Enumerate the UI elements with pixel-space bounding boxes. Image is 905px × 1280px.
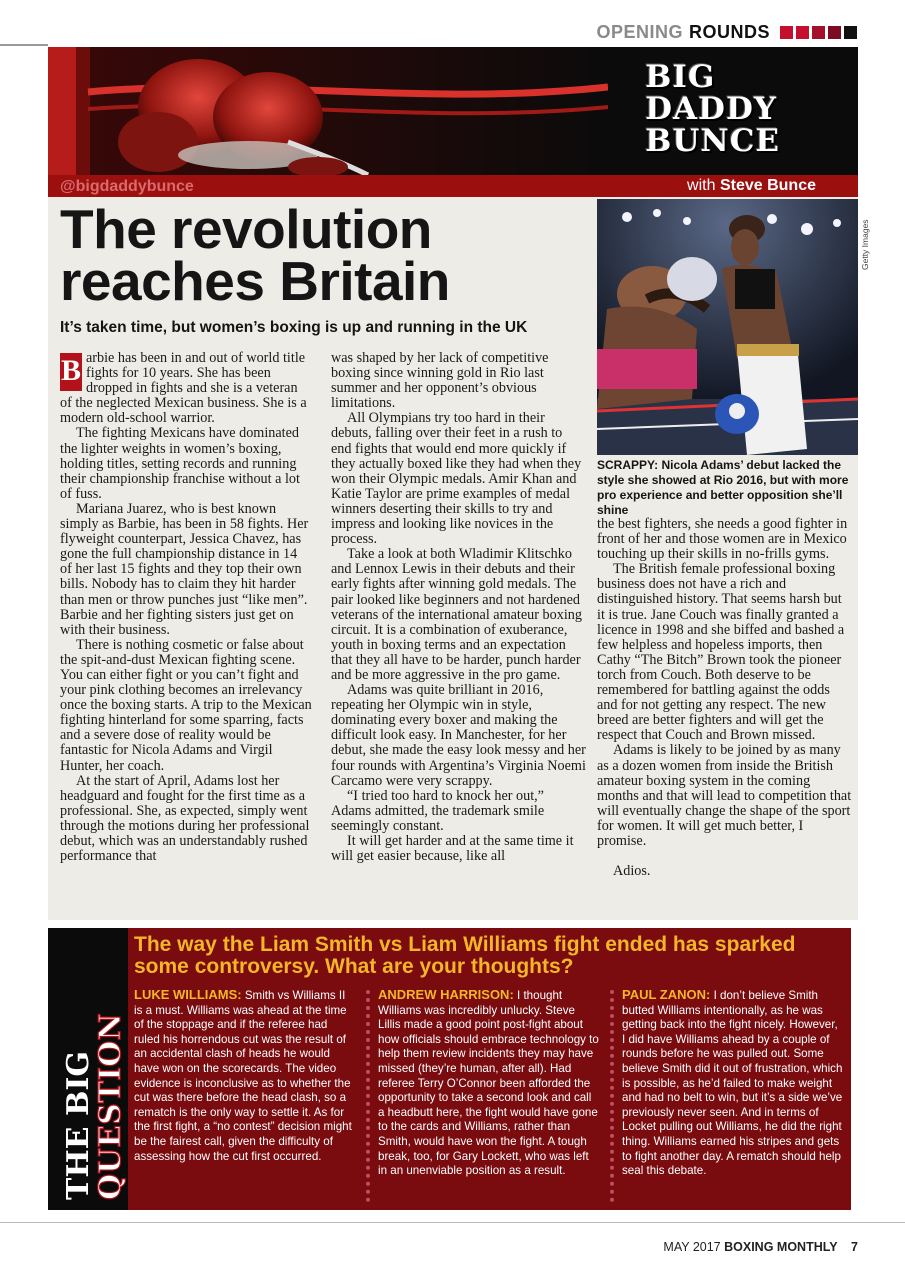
big-question-line-1: THE BIG	[61, 1051, 96, 1200]
paragraph	[60, 351, 312, 426]
big-question-line-2: QUESTION	[93, 1013, 128, 1200]
author-name: Steve Bunce	[719, 177, 816, 194]
photo-caption: SCRAPPY: Nicola Adams’ debut lacked the style she showed at Rio 2016, but with more pro experience and better opposition she’ll shine	[597, 458, 849, 517]
column-title-line-2: DADDY	[645, 91, 777, 127]
paragraph: the best fighters, she needs a good fighter in front of her and those women are in Mexico touching up their skills in no-frills gyms.	[597, 516, 848, 563]
big-question-sidebar	[48, 928, 128, 1210]
square-4	[828, 26, 841, 39]
column-title-line-1: BIG	[645, 59, 716, 95]
answer-text: I don’t believe Smith butted Williams intentionally, as he was getting back into the fight nicely. However, I did have Williams ahead by a couple of rounds before he was pulled out. Some believe Smith did it out of frustration, which is possible, as he’d failed to make weight and had no belt to win, but it’s a side we’ve previously never seen. And in terms of Locket pulling out Williams, he did the right thing. Williams earned his stripes and gets to fight another day. A rematch should help seal this debate.	[622, 989, 843, 1178]
paragraph-text: arbie has been in and out of world title fights for 10 years. She has been dropped in fights and she is a veteran of the neglected Mexican business. She is a modern old-school warrior.	[60, 350, 307, 427]
paragraph: The fighting Mexicans have dominated the lighter weights in women’s boxing, holding titles, setting records and running their championship franchise without a lot of fuss.	[60, 425, 300, 502]
headline-line-1: The revolution	[60, 198, 432, 260]
banner-bar	[48, 175, 858, 197]
standfirst: It’s taken time, but women’s boxing is up and running in the UK	[60, 319, 528, 336]
paragraph: There is nothing cosmetic or false about the spit-and-dust Mexican fighting scene. You can either fight or you can’t fight and your pink clothing becomes an irrelevancy once the boxing starts. A trip to the Mexican fighting hinterland for some sparring, facts and a severe dose of reality would be fantastic for Nicola Adams and Virgil Hunter, her coach.	[60, 636, 312, 774]
dotted-divider	[610, 990, 614, 1202]
paragraph: All Olympians try too hard in their debuts, falling over their feet in a rush to end fights that would end more quickly if they actually boxed like they had when they won their Olympic medals. Amir Khan and Katie Taylor are prime examples of medal winners deserting their skills to try and impress and looking like novices in the process.	[331, 410, 582, 548]
answer-text: I thought Williams was incredibly unlucky. Steve Lillis made a good point post-fight about how officials should embrace technology to help them review incidents they may have missed (they’re human, after all). Had referee Terry O’Connor been afforded the opportunity to take a second look and call a headbutt here, the fight would have gone to the cards and Williams, rather than Smith, would have won the fight. A tough break, too, for Gary Lockett, who was left in an unenviable position as a result.	[378, 989, 599, 1178]
top-rule	[0, 44, 48, 46]
answer-name: PAUL ZANON:	[622, 987, 711, 1002]
square-1	[780, 26, 793, 39]
issue-date: MAY 2017	[663, 1240, 721, 1254]
photo-credit: Getty Images	[860, 219, 870, 270]
nicola-adams-photo	[597, 199, 858, 455]
article-column-1	[60, 351, 312, 864]
paragraph: Mariana Juarez, who is best known simply as Barbie, has been in 58 fights. Her flyweight counterpart, Jessica Chavez, has gone the full championship distance in 14 of her last 15 fights and they top their own bills. Nobody has to claim they hit harder than men or throw punches just “like men”. Barbie and her fighting sisters just get on with their business.	[60, 500, 309, 638]
answer-text: Smith vs Williams II is a must. Williams was ahead at the time of the stoppage and if the referee had ruled his horrendous cut was the result of an accidental clash of heads he would have won on the scorecards. The video evidence is inconclusive as to whether the cut was there before the head clash, so a rematch is the only way to settle it. As for the first fight, a “no contest” decision might be the fairest call, given the difficulty of assessing how the cut first occurred.	[134, 989, 352, 1163]
answer-name: ANDREW HARRISON:	[378, 987, 514, 1002]
paragraph: It will get harder and at the same time it will get easier because, like all	[331, 833, 574, 865]
paragraph: “I tried too hard to knock her out,” Adams admitted, the trademark smile seemingly constant.	[331, 787, 545, 834]
byline	[687, 177, 816, 195]
paragraph: At the start of April, Adams lost her headguard and fought for the first time as a professional. She, as expected, simply went through the motions during her professional debut, which was an understandably rushed performance that	[60, 772, 310, 865]
sign-off: Adios.	[613, 863, 651, 880]
column-title	[645, 61, 780, 157]
page-number: 7	[851, 1240, 858, 1254]
folio	[663, 1240, 858, 1254]
article-column-2	[331, 351, 586, 864]
paragraph: was shaped by her lack of competitive boxing since winning gold in Rio last summer and her opponent’s obvious limitations.	[331, 350, 549, 412]
answer-luke-williams	[134, 988, 356, 1164]
square-5	[844, 26, 857, 39]
drop-cap: B	[60, 353, 82, 391]
byline-prefix: with	[687, 177, 716, 194]
headline-line-2: reaches Britain	[60, 250, 450, 312]
big-question-box	[48, 928, 851, 1210]
twitter-handle: @bigdaddybunce	[60, 178, 194, 195]
section-label-opening: OPENING	[596, 22, 683, 42]
article-column-3	[597, 517, 853, 879]
column-title-line-3: BUNCE	[645, 123, 780, 159]
answer-paul-zanon	[622, 988, 844, 1179]
article	[48, 197, 858, 920]
big-question-text: The way the Liam Smith vs Liam Williams fight ended has sparked some controversy. What are your thoughts?	[134, 933, 796, 978]
dotted-divider	[366, 990, 370, 1202]
section-label-rounds: ROUNDS	[688, 22, 770, 42]
magazine-name: BOXING MONTHLY	[724, 1240, 838, 1254]
paragraph: Adams is likely to be joined by as many as a dozen women from inside the British amateur boxing system in the coming months and that will lead to competition that will eventually change the shape of the sport for women. It will get much better, I promise.	[597, 742, 852, 849]
column-banner	[48, 47, 858, 197]
paragraph: Adams was quite brilliant in 2016, repeating her Olympic win in style, dominating every boxer and making the difficult look easy. In Manchester, for her debut, she made the easy look messy and her four rounds with Argentina’s Virginia Noemi Carcamo were very scrappy.	[331, 682, 586, 789]
paragraph: The British female professional boxing business does not have a rich and distinguished history. That seems harsh but it is true. Jane Couch was finally granted a licence in 1998 and she biffed and bashed a few helpless and hopeless imports, then Cathy “The Bitch” Brown took the pioneer torch from Couch. Both deserve to be remembered for battling against the odds and for not getting any respect. The new breed are better fighters and will get the respect that Couch and Brown missed.	[597, 561, 845, 744]
square-2	[796, 26, 809, 39]
boxing-gloves-image	[48, 47, 608, 177]
big-question-heading	[48, 928, 128, 1210]
square-3	[812, 26, 825, 39]
paragraph: Take a look at both Wladimir Klitschko and Lennox Lewis in their debuts and their early fights after winning gold medals. The pair looked like beginners and not hardened veterans of the international amateur boxing circuit. It is a combination of exuberance, youth in boxing terms and an expectation that they all have to be harder, punch harder and be more aggressive in the pro game.	[331, 546, 582, 683]
section-squares	[780, 26, 857, 39]
section-tag	[596, 22, 857, 43]
headline	[60, 198, 600, 312]
bottom-rule	[0, 1222, 905, 1223]
answer-name: LUKE WILLIAMS:	[134, 987, 242, 1002]
answer-andrew-harrison	[378, 988, 600, 1179]
